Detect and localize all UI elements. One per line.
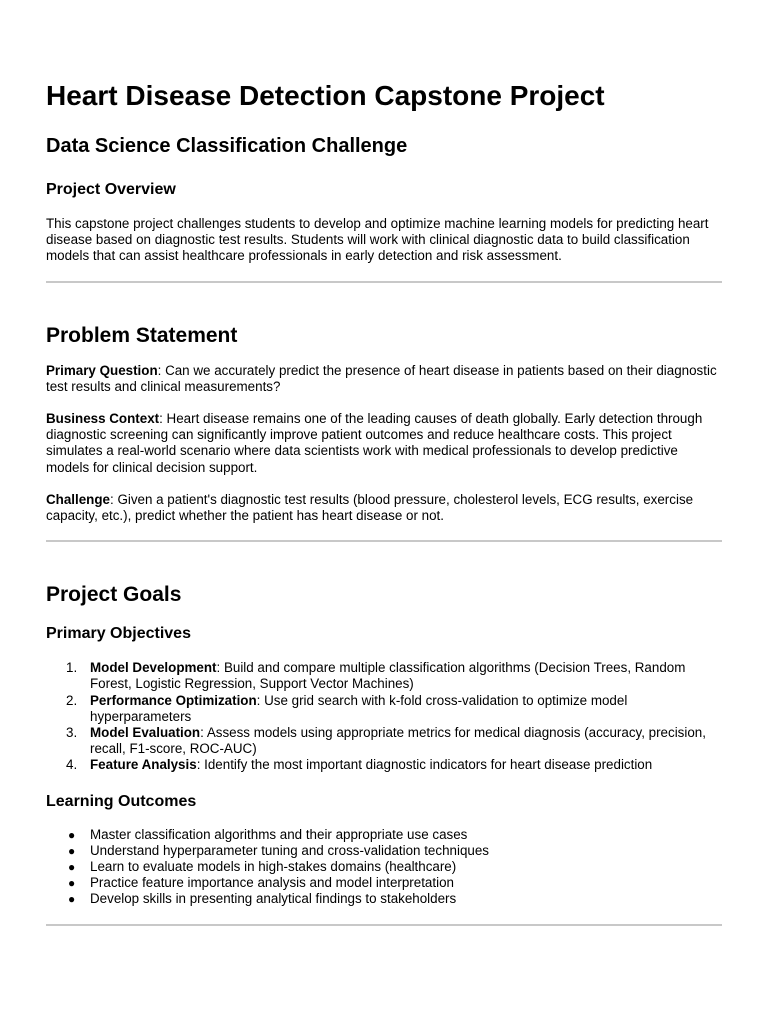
objective-text: : Identify the most important diagnostic indicators for heart disease prediction: [196, 757, 653, 773]
challenge-label: Challenge: [46, 491, 110, 507]
goals-heading: Project Goals: [46, 583, 182, 607]
primary-question-label: Primary Question: [46, 362, 158, 378]
challenge-paragraph: [46, 492, 722, 524]
list-item: [46, 725, 722, 757]
bullet-icon: ●: [68, 876, 76, 891]
outcome-text: Develop skills in presenting analytical findings to stakeholders: [90, 891, 457, 907]
objective-label: Feature Analysis: [90, 757, 197, 773]
list-item: [46, 827, 722, 843]
objectives-list: [46, 660, 722, 773]
outcomes-heading: Learning Outcomes: [46, 792, 197, 810]
objective-label: Performance Optimization: [90, 692, 257, 708]
divider: [46, 540, 722, 542]
objective-text: : Build and compare multiple classification algorithms (Decision Trees, Random Forest, Logistic Regression, Support Vector Machines): [90, 660, 686, 692]
bullet-icon: ●: [68, 827, 76, 842]
primary-question-paragraph: [46, 363, 722, 395]
objectives-heading: Primary Objectives: [46, 625, 191, 643]
objective-label: Model Development: [90, 660, 217, 676]
list-number: 1.: [66, 660, 78, 676]
outcomes-list: [46, 827, 722, 908]
outcome-text: Learn to evaluate models in high-stakes domains (healthcare): [90, 859, 457, 875]
business-context-label: Business Context: [46, 411, 160, 427]
divider: [46, 924, 722, 926]
list-number: 2.: [66, 692, 78, 708]
outcome-text: Master classification algorithms and their appropriate use cases: [90, 826, 468, 842]
list-item: [46, 859, 722, 875]
list-item: [46, 660, 722, 692]
outcome-text: Practice feature importance analysis and model interpretation: [90, 875, 454, 891]
list-item: [46, 757, 722, 773]
primary-question-text: : Can we accurately predict the presence of heart disease in patients based on their diagnostic test results and clinical measurements?: [46, 362, 717, 394]
divider: [46, 281, 722, 283]
list-item: [46, 693, 722, 725]
page-title: Heart Disease Detection Capstone Project: [46, 80, 605, 111]
challenge-text: : Given a patient's diagnostic test results (blood pressure, cholesterol levels, ECG results, exercise capacity, etc.), predict whether the patient has heart disease or not.: [46, 491, 694, 524]
bullet-icon: ●: [68, 892, 76, 907]
list-number: 3.: [66, 725, 78, 741]
business-context-paragraph: [46, 411, 722, 476]
list-item: [46, 891, 722, 907]
list-item: [46, 875, 722, 891]
list-item: [46, 843, 722, 859]
outcome-text: Understand hyperparameter tuning and cross-validation techniques: [90, 842, 489, 858]
problem-heading: Problem Statement: [46, 323, 238, 347]
business-context-text: : Heart disease remains one of the leading causes of death globally. Early detection through diagnostic screening can significantly improve patient outcomes and reduce healthcare costs. This project simulates a real-world scenario where data scientists work with medical professionals to develop predictive models for clinical decision support.: [46, 411, 703, 475]
list-number: 4.: [66, 757, 78, 773]
overview-heading: Project Overview: [46, 181, 176, 198]
bullet-icon: ●: [68, 860, 76, 875]
objective-label: Model Evaluation: [90, 725, 201, 741]
objective-text: : Use grid search with k-fold cross-validation to optimize model hyperparameters: [90, 692, 628, 724]
bullet-icon: ●: [68, 843, 76, 858]
overview-text: This capstone project challenges students to develop and optimize machine learning models for predicting heart disease based on diagnostic test results. Students will work with clinical diagnostic data to build classification models that can assist healthcare professionals in early detection and risk assessment.: [46, 216, 709, 264]
page-subtitle: Data Science Classification Challenge: [46, 135, 408, 157]
objective-text: : Assess models using appropriate metrics for medical diagnosis (accuracy, precision, recall, F1-score, ROC-AUC): [90, 725, 706, 757]
